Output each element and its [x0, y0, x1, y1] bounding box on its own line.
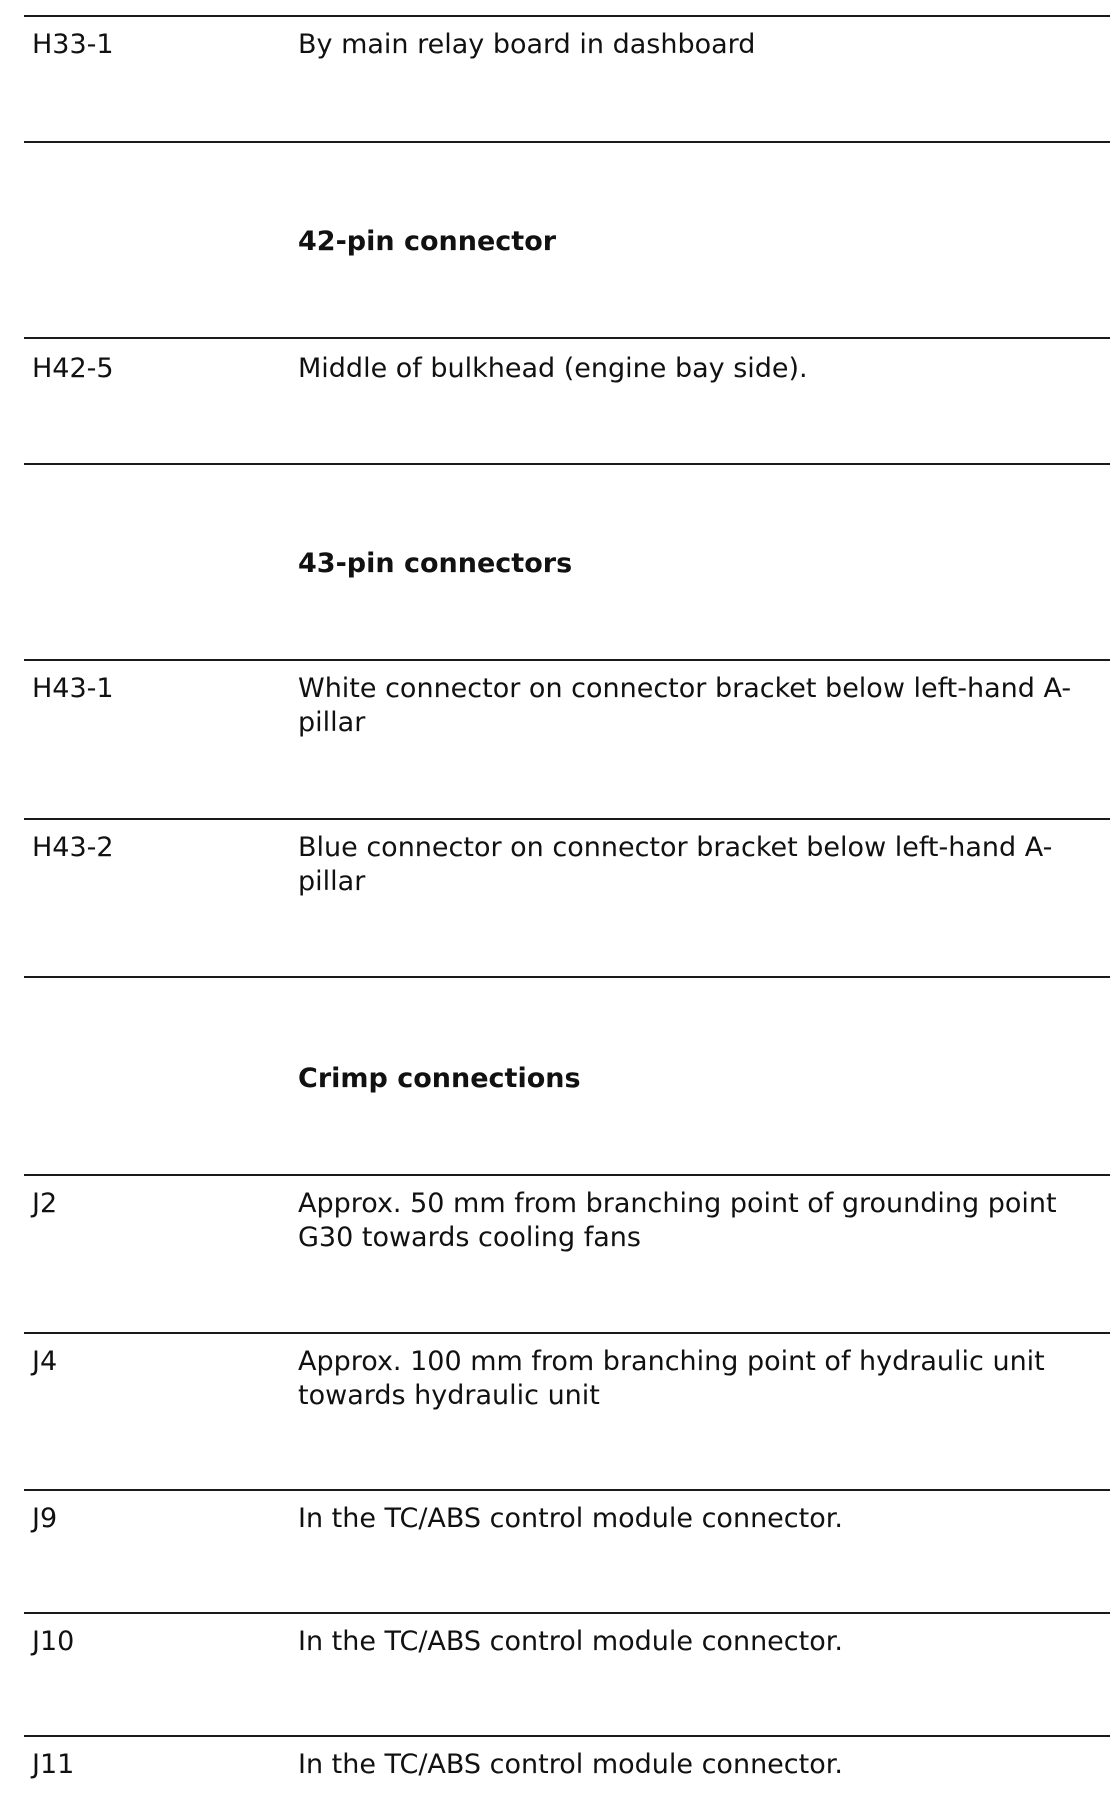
table-rule	[24, 1489, 1110, 1491]
location-code: J11	[32, 1749, 75, 1780]
table-rule	[24, 1735, 1110, 1737]
section-heading: 43-pin connectors	[298, 548, 573, 579]
location-description: In the TC/ABS control module connector.	[298, 1749, 843, 1780]
table-rule	[24, 976, 1110, 978]
table-rule	[24, 463, 1110, 465]
location-description: In the TC/ABS control module connector.	[298, 1626, 843, 1657]
table-rule	[24, 1612, 1110, 1614]
table-rule	[24, 659, 1110, 661]
location-description: Blue connector on connector bracket below left-hand A-pillar	[298, 832, 1053, 897]
section-heading: 42-pin connector	[298, 226, 557, 257]
location-code: J4	[32, 1346, 58, 1377]
table-rule	[24, 15, 1110, 17]
table-rule	[24, 818, 1110, 820]
location-code: J9	[32, 1503, 58, 1534]
location-code: J10	[32, 1626, 75, 1657]
location-code: J2	[32, 1188, 58, 1219]
section-heading: Crimp connections	[298, 1063, 581, 1094]
location-code: H33-1	[32, 29, 114, 60]
table-rule	[24, 1332, 1110, 1334]
table-rule	[24, 1174, 1110, 1176]
location-code: H43-2	[32, 832, 114, 863]
location-code: H42-5	[32, 353, 114, 384]
table-rule	[24, 141, 1110, 143]
location-description: By main relay board in dashboard	[298, 29, 756, 60]
location-description: White connector on connector bracket below left-hand A-pillar	[298, 673, 1072, 738]
location-description: In the TC/ABS control module connector.	[298, 1503, 843, 1534]
location-description: Approx. 50 mm from branching point of grounding point G30 towards cooling fans	[298, 1188, 1057, 1253]
table-rule	[24, 337, 1110, 339]
location-code: H43-1	[32, 673, 114, 704]
location-description: Middle of bulkhead (engine bay side).	[298, 353, 808, 384]
location-description: Approx. 100 mm from branching point of hydraulic unit towards hydraulic unit	[298, 1346, 1045, 1411]
